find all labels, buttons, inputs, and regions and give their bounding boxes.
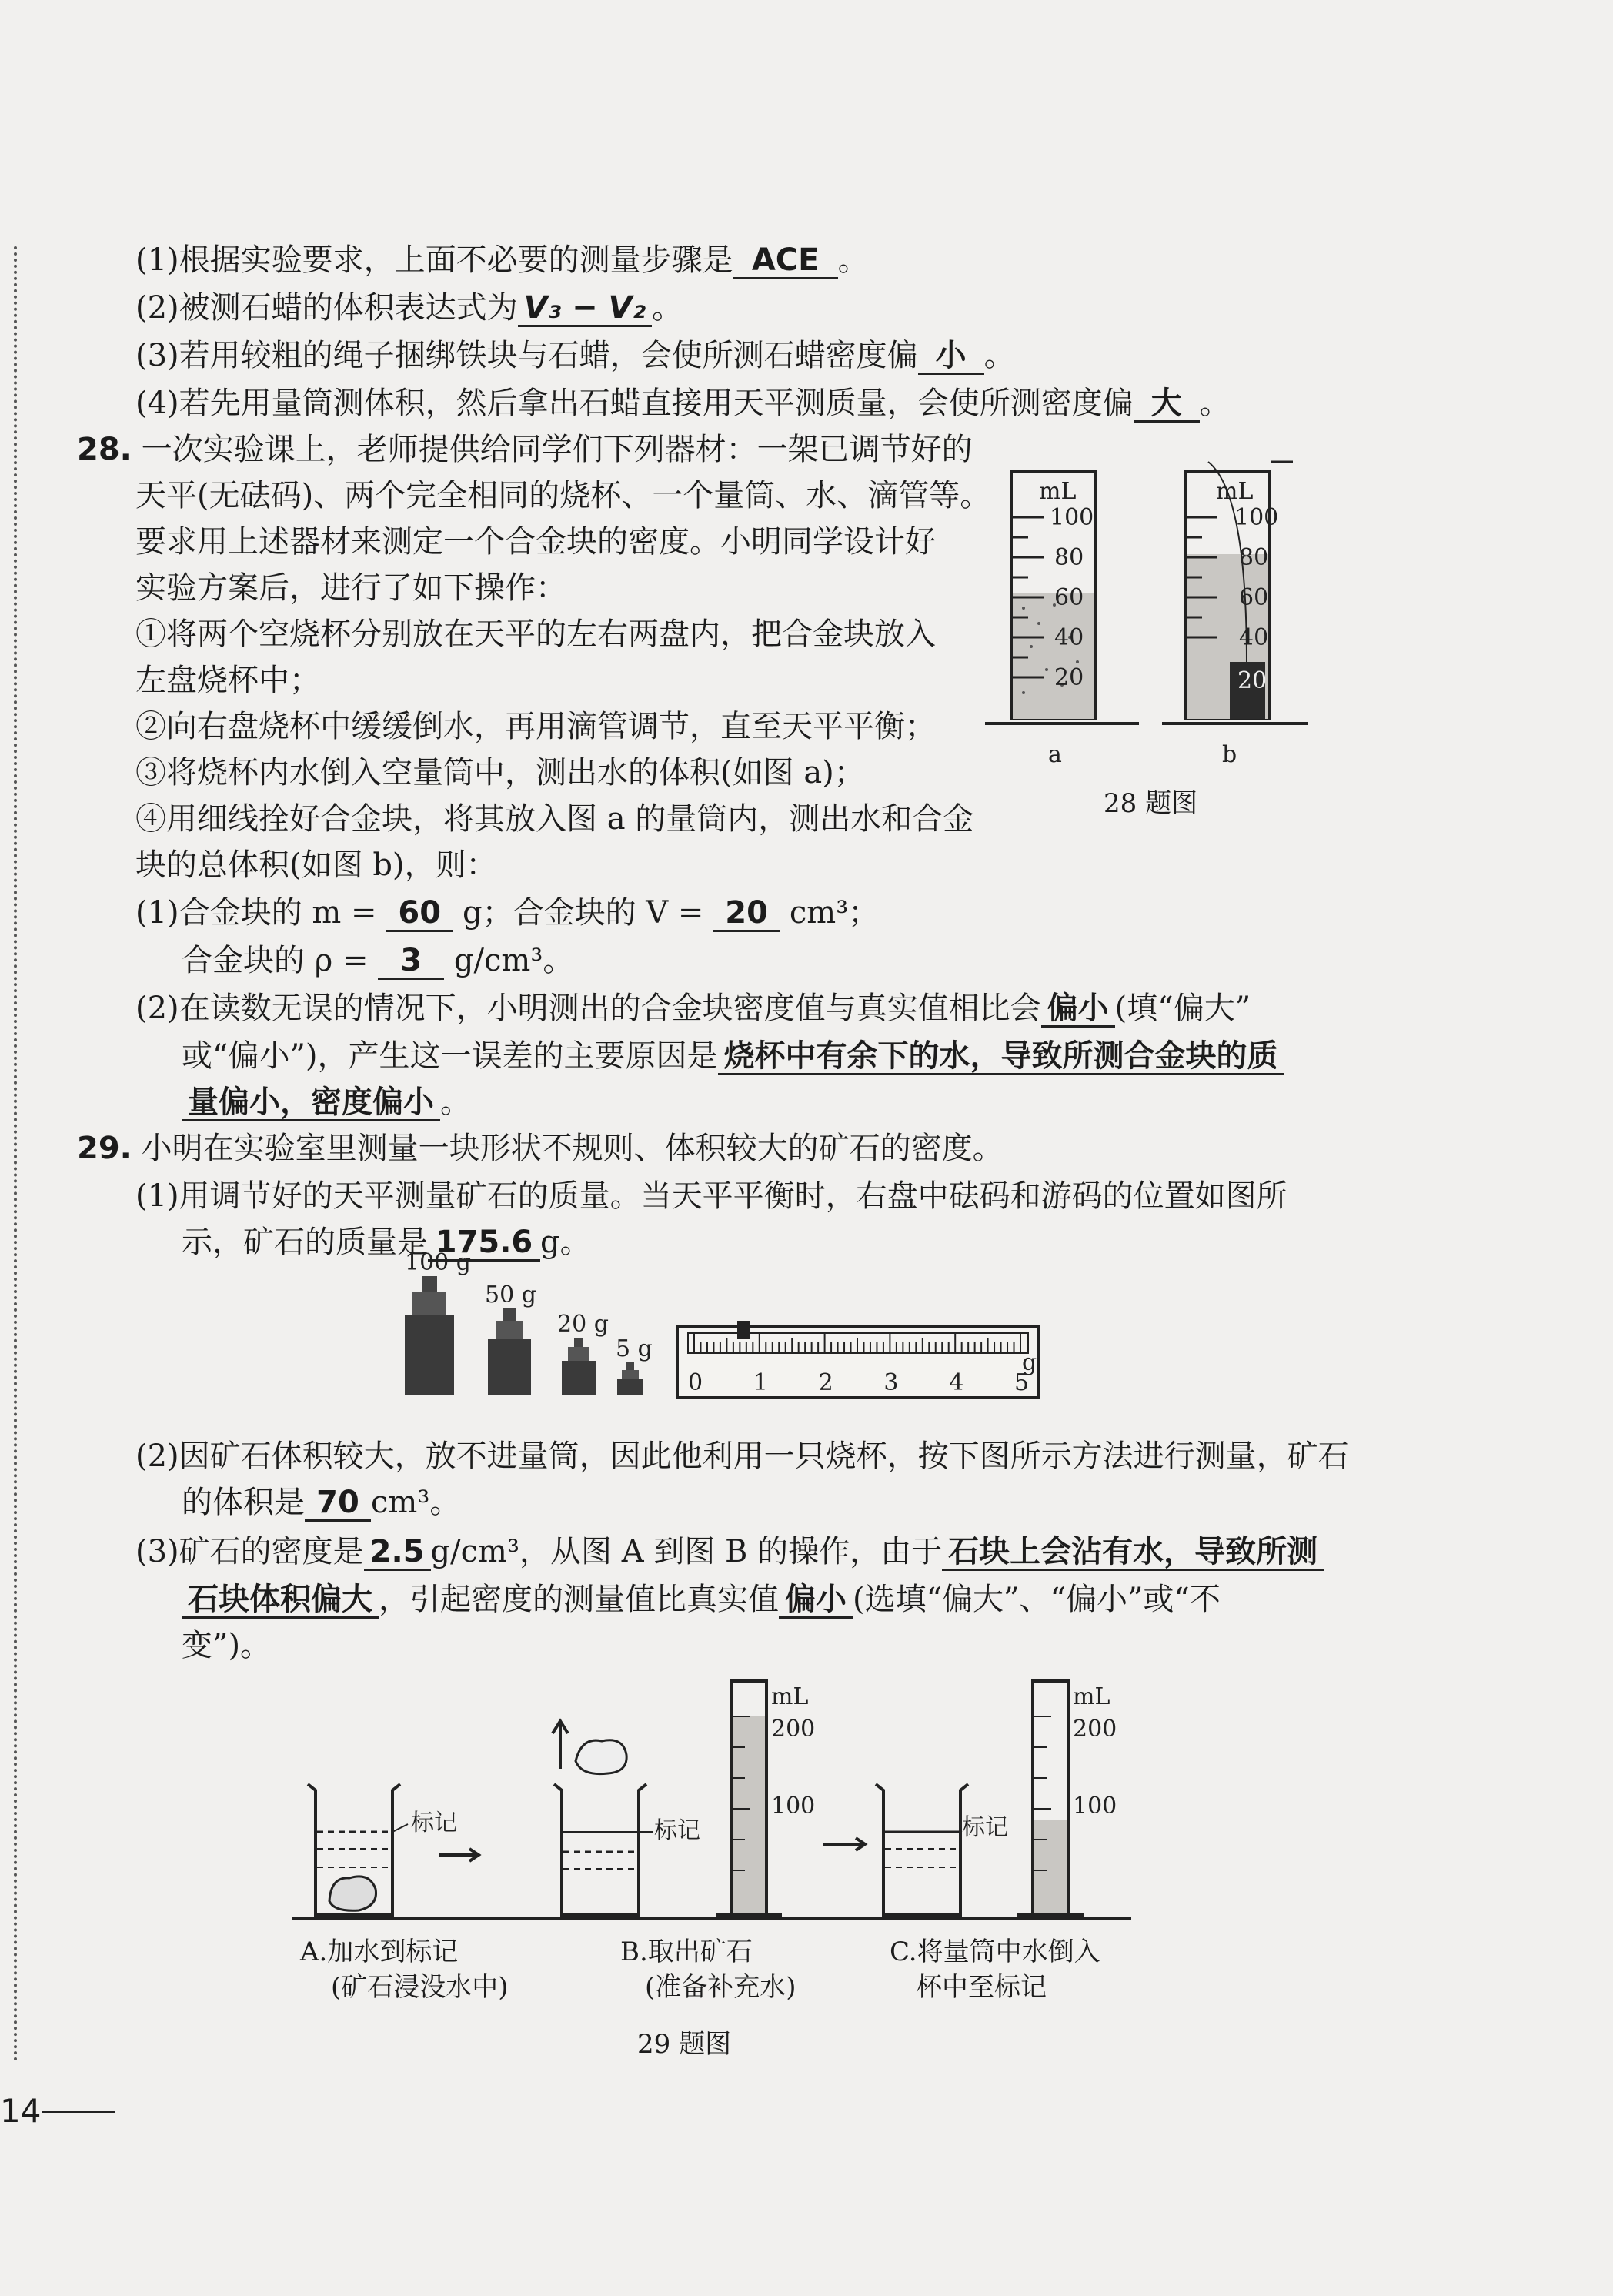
rider-scale — [677, 1321, 1039, 1398]
fig28a-tick-100: 100 — [1050, 504, 1094, 531]
q29-part3-a: (3)矿石的密度是 2.5 g/cm³，从图 A 到图 B 的操作，由于 石块上会沾有水，导致所测 — [135, 1530, 1324, 1573]
q27-answer-4: 大 — [1134, 386, 1200, 423]
q28-part2-reason: 或“偏小”)，产生这一误差的主要原因是 烧杯中有余下的水，导致所测合金块的质 — [182, 1034, 1284, 1078]
weight-5g-label: 5 g — [616, 1335, 653, 1362]
page-number: 14 — [0, 2092, 42, 2130]
caption-a-line2: (矿石浸没水中) — [331, 1972, 509, 2003]
weight-50g-label: 50 g — [485, 1282, 536, 1308]
beaker-b — [553, 1721, 700, 1915]
q28-part2-answer: 偏小 — [1041, 991, 1115, 1028]
cyl-c-tick-100: 100 — [1073, 1793, 1117, 1820]
q28-part2-reason-cont: 量偏小，密度偏小 。 — [182, 1081, 471, 1124]
weight-20g-label: 20 g — [557, 1311, 609, 1338]
q27-answer-1: ACE — [733, 243, 838, 279]
q29-mass-answer: 175.6 — [428, 1225, 540, 1262]
q29-density-answer: 2.5 — [364, 1535, 431, 1571]
q29-part2-a: (2)因矿石体积较大，放不进量筒，因此他利用一只烧杯，按下图所示方法进行测量，矿石 — [135, 1439, 1349, 1474]
q28-step4a: ④用细线拴好合金块，将其放入图 a 的量筒内，测出水和合金 — [135, 801, 974, 837]
scale-label: 5 — [1014, 1369, 1030, 1396]
cylinder-b-full — [716, 1681, 815, 1915]
caption-b-line2: (准备补充水) — [645, 1972, 796, 2003]
q27-part4: (4)若先用量筒测体积，然后拿出石蜡直接用天平测质量，会使所测密度偏 大 。 — [135, 386, 1231, 421]
arrow-b-to-c — [823, 1838, 865, 1850]
beaker-b-mark-label: 标记 — [654, 1817, 700, 1844]
scale-label: 3 — [883, 1369, 899, 1396]
q27-part2: (2)被测石蜡的体积表达式为 V₃ − V₂ 。 — [135, 290, 683, 326]
arrow-a-to-b — [439, 1849, 479, 1861]
fig28b-tick-60: 60 — [1239, 584, 1269, 611]
fig28-label-a: a — [1048, 741, 1062, 768]
scale-label: 2 — [818, 1369, 833, 1396]
q29-line1: 29. 小明在实验室里测量一块形状不规则、体积较大的矿石的密度。 — [77, 1131, 1004, 1166]
q28-mass-answer: 60 — [386, 896, 453, 932]
q28-line4: 实验方案后，进行了如下操作： — [135, 570, 566, 606]
figure-29-caption: 29 题图 — [637, 2029, 732, 2060]
q27-answer-3: 小 — [918, 339, 984, 375]
cyl-b-tick-100: 100 — [771, 1793, 816, 1820]
figure-29-beakers — [285, 1670, 1139, 1963]
scale-label: 1 — [753, 1369, 768, 1396]
cylinder-c-partial — [1017, 1681, 1117, 1915]
q28-density-answer: 3 — [378, 944, 444, 980]
scale-label: 0 — [688, 1369, 703, 1396]
q28-line2: 天平(无砝码)、两个完全相同的烧杯、一个量筒、水、滴管等。 — [135, 478, 991, 513]
fig28b-unit: mL — [1216, 478, 1254, 505]
q29-reason-answer-cont: 石块体积偏大 — [182, 1582, 379, 1619]
weight-50g — [485, 1282, 536, 1395]
fig28-label-b: b — [1222, 741, 1237, 768]
q29-part1-b: 示，矿石的质量是 175.6 g。 — [182, 1225, 591, 1260]
caption-b-line1: B.取出矿石 — [620, 1937, 753, 1967]
q28-part2: (2)在读数无误的情况下，小明测出的合金块密度值与真实值相比会 偏小 (填“偏大” — [135, 991, 1251, 1026]
fig28a-tick-20: 20 — [1054, 664, 1084, 691]
beaker-c — [876, 1784, 1008, 1915]
rider-marker — [737, 1321, 750, 1339]
q27-part3: (3)若用较粗的绳子捆绑铁块与石蜡，会使所测石蜡密度偏 小 。 — [135, 338, 1015, 373]
cyl-b-tick-200: 200 — [771, 1716, 816, 1743]
q28-number: 28. — [77, 432, 132, 467]
beaker-a-mark-label: 标记 — [411, 1810, 457, 1836]
beaker-a — [308, 1784, 457, 1915]
page-number-rule — [42, 2111, 115, 2113]
fig28b-tick-80: 80 — [1239, 544, 1269, 571]
q28-part1-density: 合金块的 ρ = 3 g/cm³。 — [182, 943, 574, 978]
cylinder-a — [985, 471, 1139, 768]
q29-part3-b: 石块体积偏大 ，引起密度的测量值比真实值 偏小 (选填“偏大”、“偏小”或“不 — [182, 1578, 1221, 1621]
scale-label: 4 — [949, 1369, 964, 1396]
q29-part2-b: 的体积是 70 cm³。 — [182, 1485, 461, 1520]
q28-line1: 28. 一次实验课上，老师提供给同学们下列器材：一架已调节好的 — [77, 432, 973, 467]
binding-dotted-line — [14, 246, 17, 2063]
fig28a-tick-60: 60 — [1054, 584, 1084, 611]
weight-20g — [557, 1311, 609, 1395]
figure-29-weights-and-scale — [385, 1247, 1062, 1424]
q28-step2: ②向右盘烧杯中缓缓倒水，再用滴管调节，直至天平平衡； — [135, 709, 936, 744]
q29-number: 29. — [77, 1131, 132, 1166]
q28-reason-answer: 烧杯中有余下的水，导致所测合金块的质 — [718, 1039, 1284, 1075]
fig28b-tick-20: 20 — [1237, 667, 1267, 694]
q28-line3: 要求用上述器材来测定一个合金块的密度。小明同学设计好 — [135, 524, 936, 560]
q29-compare-answer: 偏小 — [779, 1582, 853, 1619]
beaker-c-mark-label: 标记 — [962, 1814, 1008, 1841]
q29-part3-c: 变”)。 — [182, 1628, 272, 1663]
figure-28-caption: 28 题图 — [1104, 788, 1198, 819]
fig28a-tick-40: 40 — [1054, 624, 1084, 651]
q28-step3: ③将烧杯内水倒入空量筒中，测出水的体积(如图 a)； — [135, 755, 865, 790]
q28-step1a: ①将两个空烧杯分别放在天平的左右两盘内，把合金块放入 — [135, 617, 936, 652]
q27-answer-2: V₃ − V₂ — [518, 291, 652, 327]
fig28a-tick-80: 80 — [1054, 544, 1084, 571]
caption-c-line1: C.将量筒中水倒入 — [890, 1937, 1100, 1967]
q29-part1-a: (1)用调节好的天平测量矿石的质量。当天平平衡时，右盘中砝码和游码的位置如图所 — [135, 1178, 1287, 1214]
cyl-c-unit: mL — [1073, 1683, 1110, 1710]
q28-reason-answer-cont: 量偏小，密度偏小 — [182, 1085, 440, 1121]
q28-part1: (1)合金块的 m = 60 g；合金块的 V = 20 cm³； — [135, 895, 880, 931]
q28-volume-answer: 20 — [713, 896, 780, 932]
cyl-c-tick-200: 200 — [1073, 1716, 1117, 1743]
fig28b-tick-40: 40 — [1239, 624, 1269, 651]
weight-5g — [616, 1335, 653, 1395]
caption-a-line1: A.加水到标记 — [300, 1937, 459, 1967]
weight-100g-label: 100 g — [405, 1249, 472, 1276]
q29-volume-answer: 70 — [305, 1486, 371, 1522]
figure-28-cylinders — [977, 431, 1316, 808]
caption-c-line2: 杯中至标记 — [916, 1972, 1047, 2003]
q27-part1: (1)根据实验要求，上面不必要的测量步骤是 ACE 。 — [135, 242, 869, 278]
fig28b-tick-100: 100 — [1234, 504, 1279, 531]
q28-step4b: 块的总体积(如图 b)，则： — [135, 847, 497, 883]
cylinder-b — [1162, 462, 1308, 768]
q29-reason-answer: 石块上会沾有水，导致所测 — [942, 1535, 1324, 1571]
scale-unit: g — [1022, 1349, 1037, 1376]
q28-step1b: 左盘烧杯中； — [135, 663, 320, 698]
cyl-b-unit: mL — [771, 1683, 809, 1710]
fig28a-unit: mL — [1039, 478, 1077, 505]
weight-100g — [405, 1249, 471, 1395]
